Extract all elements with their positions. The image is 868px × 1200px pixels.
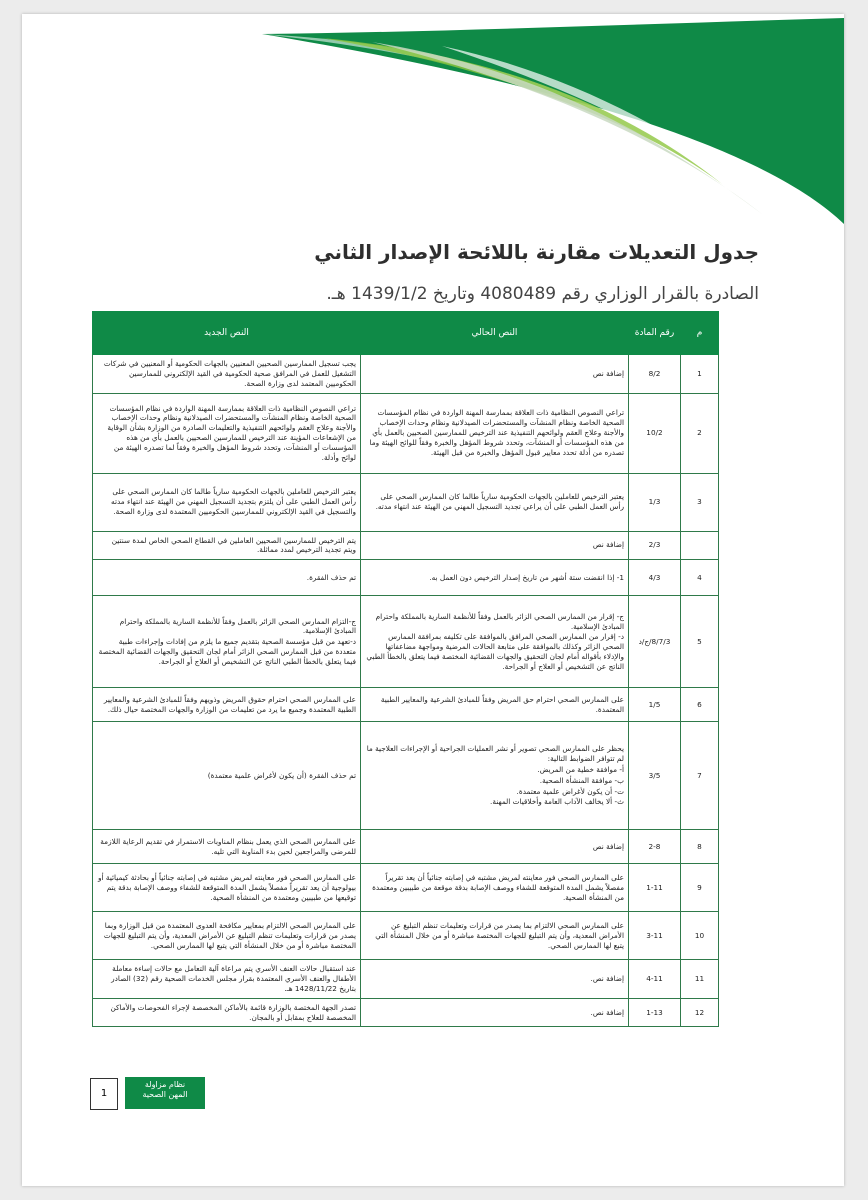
table-row — [93, 722, 719, 830]
row-number — [681, 531, 719, 560]
current-text-cell — [361, 722, 629, 830]
current-text-paragraph: إضافة نص. — [590, 974, 624, 984]
new-text-paragraph: د-تعهد من قبل مؤسسة الصحية بتقديم جميع ما يلزم من إفادات وإجراءات طبية متعددة من قبل الممارس الصحي الزائر أمام لجان التحقيق والجهات القضائية المختصة فيما يتعلق بالخطأ الطبي الناتج عن التشخيص أو العلاج أو الجراحة. — [98, 637, 356, 666]
new-text-cell — [93, 688, 361, 722]
new-text-paragraph: على الممارس الصحي فور معاينته لمريض مشتبه في إصابته جنائياً أو بحادثة كيميائية أو بيولوجية أن يعد تقريراً مفصلاً يشمل المدة المتوقعة للشفاء ووصف الإصابة بدقة يتم توقيعها من طبيبين ومعتمدة من المنشأة الصحية. — [98, 872, 356, 902]
new-text-cell — [93, 722, 361, 830]
article-number: 1-11 — [629, 864, 681, 912]
current-text-cell — [361, 596, 629, 688]
current-text-cell — [361, 531, 629, 560]
current-text-paragraph: أ- موافقة خطية من المريض. — [537, 764, 624, 774]
new-text-paragraph: تراعي النصوص النظامية ذات العلاقة بممارسة المهنة الواردة في نظام المؤسسات الصحية الخاصة ونظام المنشآت والمستحضرات الصيدلانية ونظام وحدات الإخصاب والأجنة وعلاج العقم ولوائحهم التنفيذية والتعليمات الصادرة من الوزارة بشأن الوقاية من الإشعاعات المؤينة عند الترخيص للممارسين الصحيين بالعمل بأي من هذه المؤسسات أو المنشآت، وتحدد شروط المؤهل والخبرة وفقاً لما تصدره الهيئة من لوائح وأدلة. — [107, 403, 356, 462]
table-row — [93, 864, 719, 912]
row-number: 8 — [681, 830, 719, 864]
table-row — [93, 960, 719, 999]
new-text-paragraph: تم حذف الفقرة. — [306, 572, 356, 582]
new-text-paragraph: يجب تسجيل الممارسين الصحيين المعنيين بالجهات الحكومية أو المعنيين في شركات التشغيل للعمل في المرافق صحية الحكومية في القيد الإلكتروني للممارسين الحكوميين المعتمد لدى وزارة الصحة. — [103, 359, 356, 388]
row-number: 12 — [681, 998, 719, 1027]
new-text-paragraph: يعتبر الترخيص للعاملين بالجهات الحكومية سارياً طالما كان الممارس الصحي على رأس العمل الطبي على أن يلتزم بتجديد التسجيل المهني من الهيئة عند انتهاء مدته والتسجيل في القيد الإلكتروني للممارسين الحكوميين المعتمدة لدى وزارة الصحة. — [111, 487, 356, 516]
current-text-paragraph: يحظر على الممارس الصحي تصوير أو نشر العمليات الجراحية أو الإجراءات العلاجية ما لم تتوافر الضوابط التالية: — [366, 744, 624, 764]
row-number: 1 — [681, 355, 719, 394]
current-text-paragraph: على الممارس الصحي احترام حق المريض وفقاً للمبادئ الشرعية والمعايير الطبية المعتمدة. — [380, 694, 624, 714]
row-number: 4 — [681, 560, 719, 596]
row-number: 10 — [681, 912, 719, 960]
table-header-row — [93, 312, 719, 355]
current-text-paragraph: تراعي النصوص النظامية ذات العلاقة بممارسة المهنة الواردة في نظام المؤسسات الصحية الخاصة ونظام المنشآت والمستحضرات الصيدلانية ونظام وحدات الإخصاب والأجنة وعلاج العقم ولوائحهم التنفيذية عند الترخيص للممارسين الصحيين بالعمل بأي من هذه المؤسسات أو المنشآت، وتحدد شروط المؤهل والخبرة وفقاً للوائح الهيئة وما تصدره من أدلة تحدد معايير قبول المؤهل والخبرة من قبل الهيئة. — [369, 408, 624, 457]
article-number: 1/3 — [629, 473, 681, 531]
new-text-cell — [93, 560, 361, 596]
new-text-paragraph: على الممارس الصحي احترام حقوق المريض وذويهم وفقاً للمبادئ الشرعية والمعايير الطبية المعتمدة وجميع ما يرد من تعليمات من الوزارة والجهات المختصة حيال ذلك. — [103, 694, 356, 714]
new-text-cell — [93, 355, 361, 394]
new-text-cell — [93, 912, 361, 960]
footer-label — [125, 1077, 205, 1109]
article-number: 4-11 — [629, 960, 681, 999]
current-text-cell — [361, 355, 629, 394]
current-text-cell — [361, 473, 629, 531]
current-text-paragraph: إضافة نص — [592, 841, 624, 851]
current-text-cell — [361, 830, 629, 864]
amendments-table — [92, 311, 719, 1027]
new-text-cell — [93, 473, 361, 531]
article-number: 3/5 — [629, 722, 681, 830]
table-row — [93, 393, 719, 473]
page-subtitle: الصادرة بالقرار الوزاري رقم 4080489 وتاريخ 1439/1/2 هـ. — [326, 284, 759, 304]
header-swoosh-decoration — [22, 14, 844, 234]
current-text-paragraph: على الممارس الصحي الالتزام بما يصدر من قرارات وتعليمات تنظم التبليغ عن الأمراض المعدية، وأن يتم التبليغ للجهات المختصة مباشرة أو من خلال المنشأة التي يتبع لها الممارس الصحي. — [375, 920, 624, 950]
current-text-paragraph: إضافة نص — [592, 368, 624, 378]
table-row — [93, 473, 719, 531]
row-number: 9 — [681, 864, 719, 912]
table-row — [93, 560, 719, 596]
current-text-paragraph: على الممارس الصحي فور معاينته لمريض مشتبه في إصابته جنائياً أن يعد تقريراً مفصلاً يشمل المدة المتوقعة للشفاء ووصف الإصابة بدقة موقعة من طبيبين ومعتمدة من المنشأة الصحية. — [372, 872, 624, 902]
header-new-text: النص الجديد — [93, 312, 361, 355]
table-row — [93, 998, 719, 1027]
row-number: 7 — [681, 722, 719, 830]
page-number: 1 — [90, 1078, 118, 1110]
table-row — [93, 912, 719, 960]
article-number: 8/7/3/ج/د — [629, 596, 681, 688]
new-text-cell — [93, 830, 361, 864]
current-text-cell — [361, 688, 629, 722]
new-text-cell — [93, 531, 361, 560]
table-row — [93, 830, 719, 864]
new-text-paragraph: على الممارس الصحي الذي يعمل بنظام المناوبات الاستمرار في تقديم الرعاية اللازمة للمرضى والمراجعين لحين بدء المناوبة التي تليه. — [100, 836, 356, 856]
current-text-cell — [361, 912, 629, 960]
current-text-paragraph: إضافة نص. — [590, 1007, 624, 1017]
current-text-paragraph: ث- ألا يخالف الآداب العامة وأخلاقيات المهنة. — [490, 797, 624, 807]
current-text-cell — [361, 960, 629, 999]
current-text-paragraph: د- إقرار من الممارس الصحي المرافق بالموافقة على تكليفه بمرافقة الممارس الصحي الزائر وكذلك بالموافقة على متابعة الحالات المرضية ومواجهة مضاعفاتها والإدلاء بأقواله أمام لجان التحقيق والجهات القضائية المختصة فيما يتعلق بالخطأ الطبي الناتج عن التشخيص أو العلاج أو الجراحة. — [366, 632, 624, 671]
footer-label-line2: المهن الصحية — [142, 1090, 188, 1100]
article-number: 1-13 — [629, 998, 681, 1027]
table-body — [93, 355, 719, 1027]
row-number: 5 — [681, 596, 719, 688]
article-number: 2/3 — [629, 531, 681, 560]
row-number: 11 — [681, 960, 719, 999]
article-number: 4/3 — [629, 560, 681, 596]
footer-label-line1: نظام مزاولة — [144, 1080, 186, 1089]
table-row — [93, 355, 719, 394]
header-num: م — [681, 312, 719, 355]
row-number: 3 — [681, 473, 719, 531]
article-number: 2-8 — [629, 830, 681, 864]
current-text-paragraph: إضافة نص — [592, 540, 624, 550]
new-text-cell — [93, 864, 361, 912]
header-article: رقم المادة — [629, 312, 681, 355]
new-text-paragraph: عند استقبال حالات العنف الأسري يتم مراعاة آلية التعامل مع حالات إساءة معاملة الأطفال والعنف الأسري المعتمدة بقرار مجلس الخدمات الصحية رقم (32) الصادر بتاريخ 1428/11/22 هـ. — [111, 964, 356, 993]
current-text-paragraph: 1- إذا انقضت ستة أشهر من تاريخ إصدار الترخيص دون العمل به. — [429, 572, 624, 582]
current-text-cell — [361, 560, 629, 596]
new-text-paragraph: تصدر الجهة المختصة بالوزارة قائمة بالأماكن المخصصة لإجراء الفحوصات والأماكن المخصصة للعلاج بمقابل أو بالمجان. — [110, 1002, 356, 1022]
table-row — [93, 531, 719, 560]
row-number: 2 — [681, 393, 719, 473]
new-text-cell — [93, 596, 361, 688]
current-text-paragraph: ج- إقرار من الممارس الصحي الزائر بالعمل وفقاً للأنظمة السارية بالمملكة واحترام المبادئ الإسلامية. — [375, 611, 624, 631]
article-number: 8/2 — [629, 355, 681, 394]
new-text-cell — [93, 393, 361, 473]
new-text-paragraph: ج-التزام الممارس الصحي الزائر بالعمل وفقاً للأنظمة السارية بالمملكة واحترام المبادئ الإسلامية. — [119, 616, 356, 636]
table-row — [93, 596, 719, 688]
article-number: 10/2 — [629, 393, 681, 473]
new-text-paragraph: على الممارس الصحي الالتزام بمعايير مكافحة العدوى المعتمدة من قبل الوزارة وبما يصدر من قرارات وتعليمات تنظم التبليغ عن الأمراض المعدية، وأن يتم التبليغ للجهات المختصة مباشرة أو من خلال المنشأة التي يتبع لها الممارس الصحي. — [103, 920, 356, 950]
current-text-cell — [361, 998, 629, 1027]
new-text-paragraph: يتم الترخيص للممارسين الصحيين العاملين في القطاع الصحي الخاص لمدة سنتين ويتم تجديد الترخيص لمدد مماثلة. — [111, 535, 356, 555]
row-number: 6 — [681, 688, 719, 722]
current-text-cell — [361, 393, 629, 473]
page-title: جدول التعديلات مقارنة باللائحة الإصدار الثاني — [314, 240, 759, 264]
current-text-paragraph: ب- موافقة المنشأة الصحية. — [539, 775, 624, 785]
table-row — [93, 688, 719, 722]
new-text-paragraph: تم حذف الفقرة (أن يكون لأغراض علمية معتمدة) — [207, 770, 356, 780]
current-text-cell — [361, 864, 629, 912]
current-text-paragraph: يعتبر الترخيص للعاملين بالجهات الحكومية سارياً طالما كان الممارس الصحي على رأس العمل الطبي على أن يراعي تجديد التسجيل المهني من الهيئة عند انتهاء مدته. — [375, 492, 624, 512]
new-text-cell — [93, 998, 361, 1027]
header-current-text: النص الحالي — [361, 312, 629, 355]
article-number: 3-11 — [629, 912, 681, 960]
current-text-paragraph: ت- أن يكون لأغراض علمية معتمدة. — [516, 786, 624, 796]
new-text-cell — [93, 960, 361, 999]
article-number: 1/5 — [629, 688, 681, 722]
